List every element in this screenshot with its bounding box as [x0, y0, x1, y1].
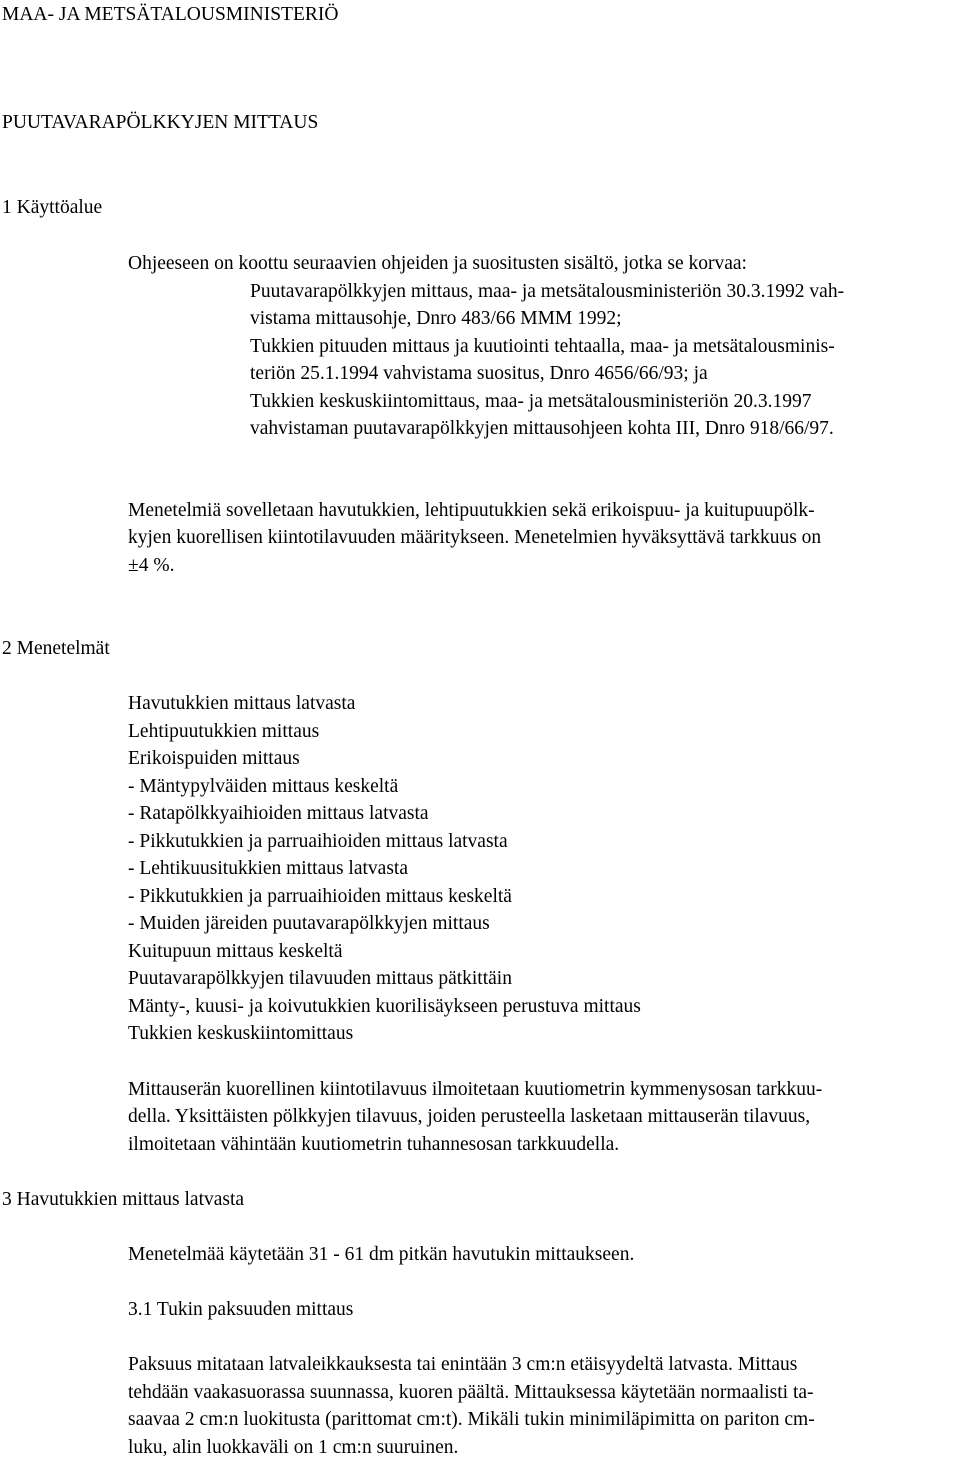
method-item: Erikoispuiden mittaus — [128, 748, 300, 769]
scope-line: ±4 %. — [128, 555, 175, 576]
precision-line: ilmoitetaan vähintään kuutiometrin tuhannesosan tarkkuudella. — [128, 1134, 620, 1155]
paragraph-line: Paksuus mitataan latvaleikkauksesta tai enintään 3 cm:n etäisyydeltä latvasta. Mittaus — [128, 1354, 798, 1375]
precision-line: della. Yksittäisten pölkkyjen tilavuus, joiden perusteella lasketaan mittauserän tilavuus, — [128, 1106, 811, 1127]
section-3-heading: 3 Havutukkien mittaus latvasta — [2, 1189, 245, 1210]
method-item: Tukkien keskuskiintomittaus — [128, 1023, 354, 1044]
method-item: - Pikkutukkien ja parruaihioiden mittaus keskeltä — [128, 886, 512, 907]
source-line: Tukkien keskuskiintomittaus, maa- ja metsätalousministeriön 20.3.1997 — [250, 391, 812, 412]
paragraph-line: luku, alin luokkaväli on 1 cm:n suuruinen. — [128, 1437, 459, 1458]
scope-line: kyjen kuorellisen kiintotilavuuden määritykseen. Menetelmien hyväksyttävä tarkkuus on — [128, 527, 822, 548]
section-1-heading: 1 Käyttöalue — [2, 197, 103, 218]
section-1-intro: Ohjeeseen on koottu seuraavien ohjeiden ja suositusten sisältö, jotka se korvaa: — [128, 253, 747, 274]
method-item: Puutavarapölkkyjen tilavuuden mittaus pätkittäin — [128, 968, 512, 989]
source-line: Tukkien pituuden mittaus ja kuutiointi tehtaalla, maa- ja metsätalousminis- — [250, 336, 835, 357]
ministry-header: MAA- JA METSÄTALOUSMINISTERIÖ — [2, 4, 339, 25]
subsection-3-1-heading: 3.1 Tukin paksuuden mittaus — [128, 1299, 354, 1320]
paragraph-line: saavaa 2 cm:n luokitusta (parittomat cm:t). Mikäli tukin minimiläpimitta on pariton cm- — [128, 1409, 815, 1430]
scope-line: Menetelmiä sovelletaan havutukkien, lehtipuutukkien sekä erikoispuu- ja kuitupuupölk- — [128, 500, 815, 521]
source-line: teriön 25.1.1994 vahvistama suositus, Dnro 4656/66/93; ja — [250, 363, 708, 384]
method-item: - Pikkutukkien ja parruaihioiden mittaus latvasta — [128, 831, 508, 852]
method-item: - Ratapölkkyaihioiden mittaus latvasta — [128, 803, 429, 824]
method-item: - Muiden järeiden puutavarapölkkyjen mittaus — [128, 913, 490, 934]
source-line: vahvistaman puutavarapölkkyjen mittausohjeen kohta III, Dnro 918/66/97. — [250, 418, 834, 439]
method-item: Kuitupuun mittaus keskeltä — [128, 941, 343, 962]
document-title: PUUTAVARAPÖLKKYJEN MITTAUS — [2, 112, 319, 133]
precision-line: Mittauserän kuorellinen kiintotilavuus ilmoitetaan kuutiometrin kymmenysosan tarkkuu- — [128, 1079, 823, 1100]
paragraph-line: tehdään vaakasuorassa suunnassa, kuoren päältä. Mittauksessa käytetään normaalisti ta- — [128, 1382, 814, 1403]
method-item: - Lehtikuusitukkien mittaus latvasta — [128, 858, 408, 879]
method-item: Lehtipuutukkien mittaus — [128, 721, 320, 742]
section-3-intro: Menetelmää käytetään 31 - 61 dm pitkän havutukin mittaukseen. — [128, 1244, 635, 1265]
method-item: - Mäntypylväiden mittaus keskeltä — [128, 776, 399, 797]
section-2-heading: 2 Menetelmät — [2, 638, 110, 659]
source-line: Puutavarapölkkyjen mittaus, maa- ja metsätalousministeriön 30.3.1992 vah- — [250, 281, 845, 302]
source-line: vistama mittausohje, Dnro 483/66 MMM 1992; — [250, 308, 622, 329]
method-item: Mänty-, kuusi- ja koivutukkien kuorilisäykseen perustuva mittaus — [128, 996, 641, 1017]
method-item: Havutukkien mittaus latvasta — [128, 693, 356, 714]
